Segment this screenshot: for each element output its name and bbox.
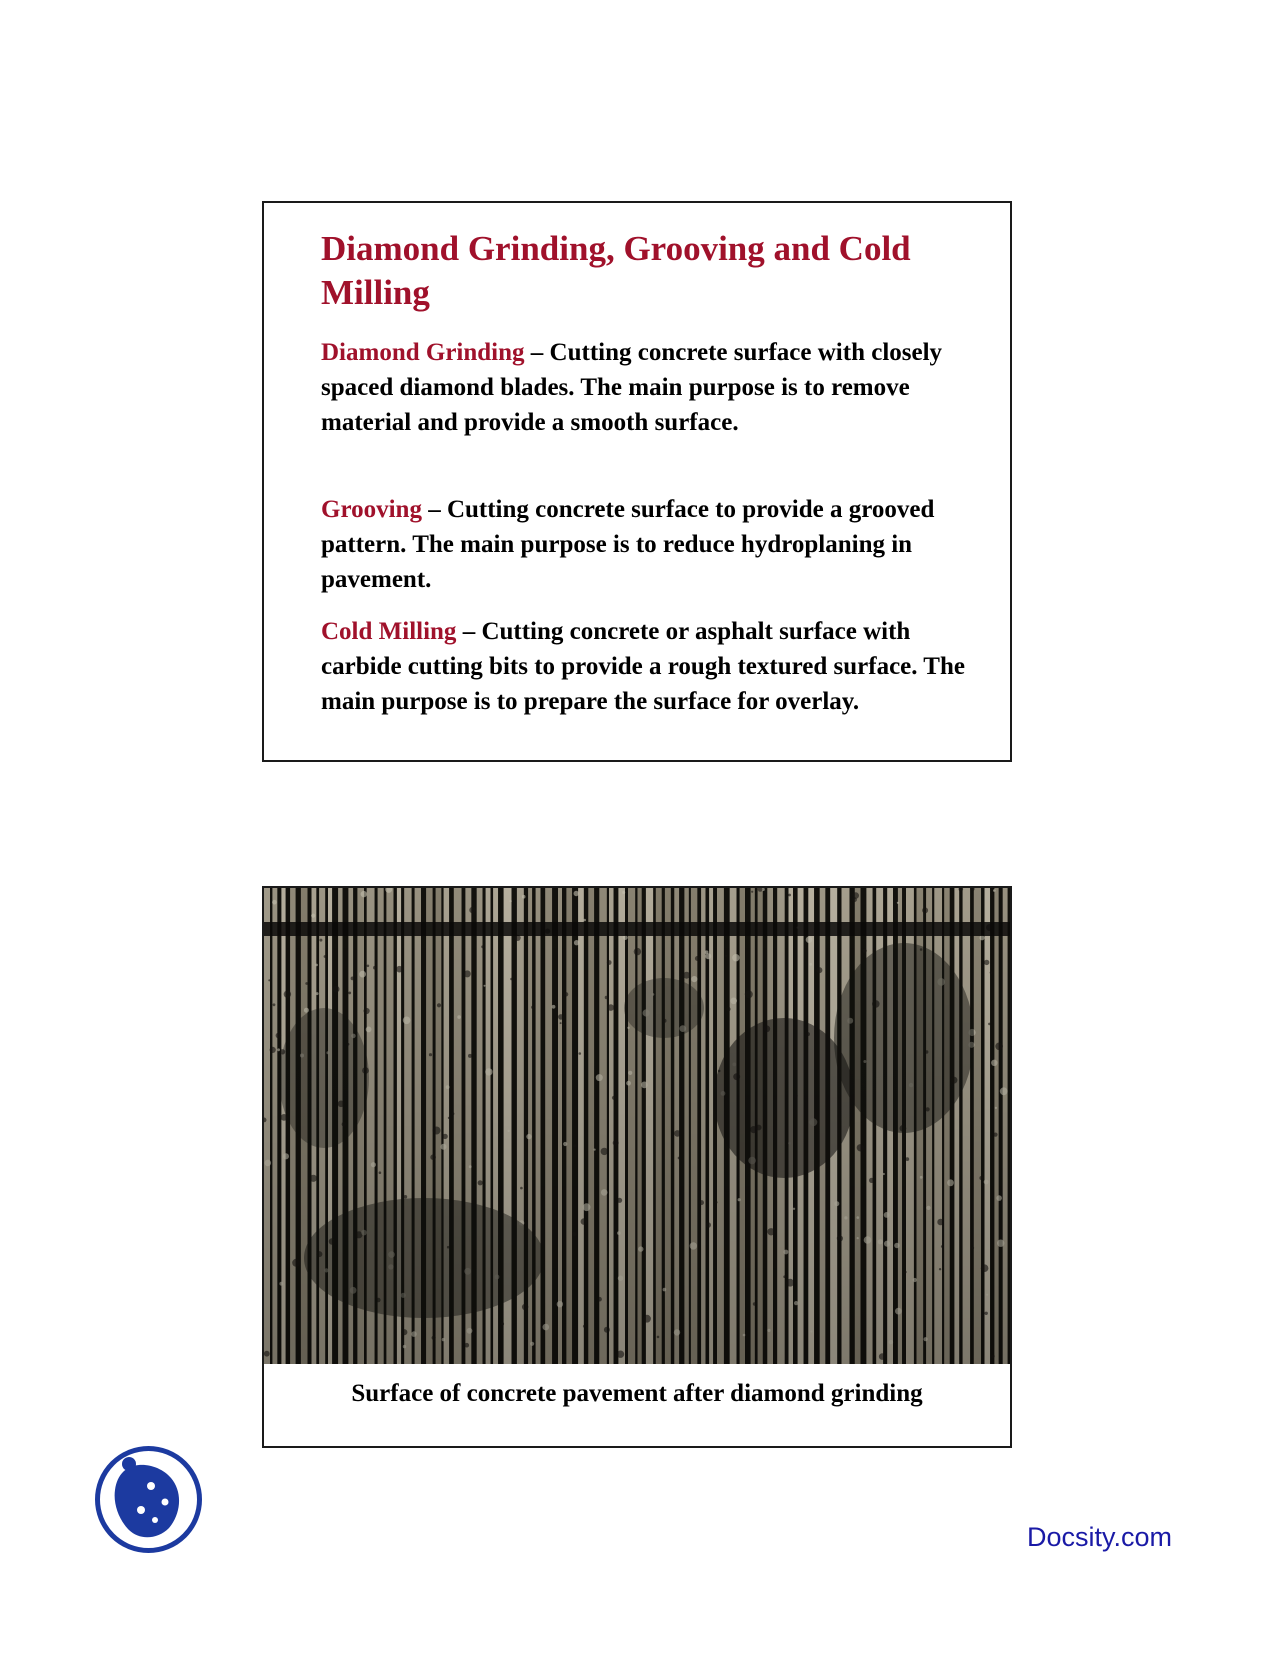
docsity-logo-icon [93, 1444, 204, 1555]
definition-text: – Cutting concrete surface with closely spaced diamond blades. The main purpose is to remove material and provide a smooth surface. [321, 339, 943, 436]
definition-grooving [321, 492, 981, 597]
definition-text: – Cutting concrete surface to provide a grooved pattern. The main purpose is to reduce hydroplaning in pavement. [321, 496, 935, 593]
pavement-photo [264, 888, 1010, 1364]
definition-term: Cold Milling [321, 618, 457, 645]
pavement-texture-image [264, 888, 1010, 1364]
photo-caption: Surface of concrete pavement after diamond grinding [351, 1380, 923, 1407]
slide-title: Diamond Grinding, Grooving and Cold Milling [321, 229, 911, 312]
slide-definitions [262, 201, 1012, 762]
definition-diamond-grinding [321, 335, 981, 440]
brand-watermark: Docsity.com [1027, 1522, 1173, 1552]
slide-photo [262, 886, 1012, 1448]
definition-text: – Cutting concrete or asphalt surface with carbide cutting bits to provide a rough textured surface. The main purpose is to prepare the surface for overlay. [321, 618, 965, 715]
definition-term: Grooving [321, 496, 422, 523]
definition-cold-milling [321, 614, 981, 719]
definition-term: Diamond Grinding [321, 339, 525, 366]
